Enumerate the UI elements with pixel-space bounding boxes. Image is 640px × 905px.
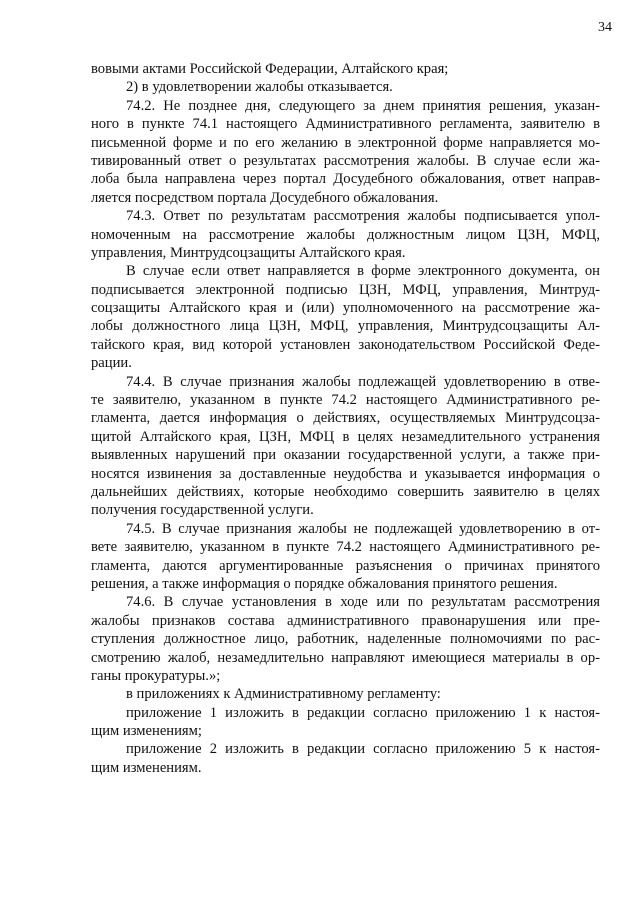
text-line: ляется посредством портала Досудебного обжалования. (91, 189, 439, 206)
text-line: В случае если ответ направляется в форме электронного документа, он (126, 263, 600, 280)
text-line: письменной форме и по его желанию в электронной форме направляется мо- (91, 134, 600, 151)
text-line: щим изменениям. (91, 759, 202, 776)
text-line: лобы должностного лица ЦЗН, МФЦ, управления, Минтрудсоцзащиты Ал- (91, 318, 600, 335)
text-line: ганы прокуратуры.»; (91, 667, 221, 684)
text-line: 74.3. Ответ по результатам рассмотрения жалобы подписывается упол- (126, 208, 600, 225)
text-line: подписывается электронной подписью ЦЗН, МФЦ, управления, Минтруд- (91, 281, 600, 298)
text-line: в приложениях к Административному регламенту: (126, 686, 441, 703)
text-line: получения государственной услуги. (91, 502, 314, 519)
text-line: номоченным на рассмотрение жалобы должностным лицом ЦЗН, МФЦ, (91, 226, 600, 243)
text-line: те заявителю, указанном в пункте 74.2 настоящего Административного ре- (91, 392, 600, 409)
text-line: 2) в удовлетворении жалобы отказывается. (126, 79, 393, 96)
text-line: ступления должностное лицо, работник, наделенные полномочиями по рас- (91, 631, 600, 648)
text-line: соцзащиты Алтайского края и (или) уполномоченного на рассмотрение жа- (91, 300, 600, 317)
text-line: щитой Алтайского края, ЦЗН, МФЦ в целях незамедлительного устранения (91, 428, 600, 445)
text-line: носятся извинения за доставленные неудобства и указывается информация о (91, 465, 600, 482)
text-line: вете заявителю, указанном в пункте 74.2 настоящего Административного ре- (91, 539, 600, 556)
text-line: лоба была направлена через портал Досудебного обжалования, ответ направ- (91, 171, 600, 188)
text-line: тивированный ответ о результатах рассмотрения жалобы. В случае если жа- (91, 152, 600, 169)
text-line: смотрению жалоб, незамедлительно направляют имеющиеся материалы в ор- (91, 649, 600, 666)
text-line: щим изменениям; (91, 723, 202, 740)
text-line: ного в пункте 74.1 настоящего Административного регламента, заявителю в (91, 116, 600, 133)
text-line: вовыми актами Российской Федерации, Алтайского края; (91, 61, 449, 77)
text-line: рации. (91, 355, 132, 372)
text-line: гламента, даются аргументированные разъяснения о причинах принятого (91, 557, 600, 574)
text-line: приложение 2 изложить в редакции согласно приложению 5 к настоя- (126, 741, 600, 758)
page-number: 34 (598, 20, 612, 35)
text-line: 74.6. В случае установления в ходе или по результатам рассмотрения (126, 594, 600, 611)
text-line: 74.2. Не позднее дня, следующего за днем принятия решения, указан- (126, 97, 600, 114)
text-line: гламента, дается информация о действиях, осуществляемых Минтрудсоцза- (91, 410, 600, 427)
text-line: 74.4. В случае признания жалобы подлежащей удовлетворению в отве- (126, 373, 600, 390)
text-line: управления, Минтрудсоцзащиты Алтайского края. (91, 244, 406, 261)
text-line: тайского края, вид которой установлен законодательством Российской Феде- (91, 336, 600, 353)
document-body (91, 60, 600, 777)
text-line: 74.5. В случае признания жалобы не подлежащей удовлетворению в от- (126, 520, 600, 537)
text-line: жалобы признаков состава административного правонарушения или пре- (91, 612, 600, 629)
text-line: решения, а также информация о порядке обжалования принятого решения. (91, 575, 558, 592)
text-line: приложение 1 изложить в редакции согласно приложению 1 к настоя- (126, 704, 600, 721)
text-line: выявленных нарушений при оказании государственной услуги, а также при- (91, 447, 600, 464)
text-line: дальнейших действиях, которые необходимо совершить заявителю в целях (91, 483, 600, 500)
